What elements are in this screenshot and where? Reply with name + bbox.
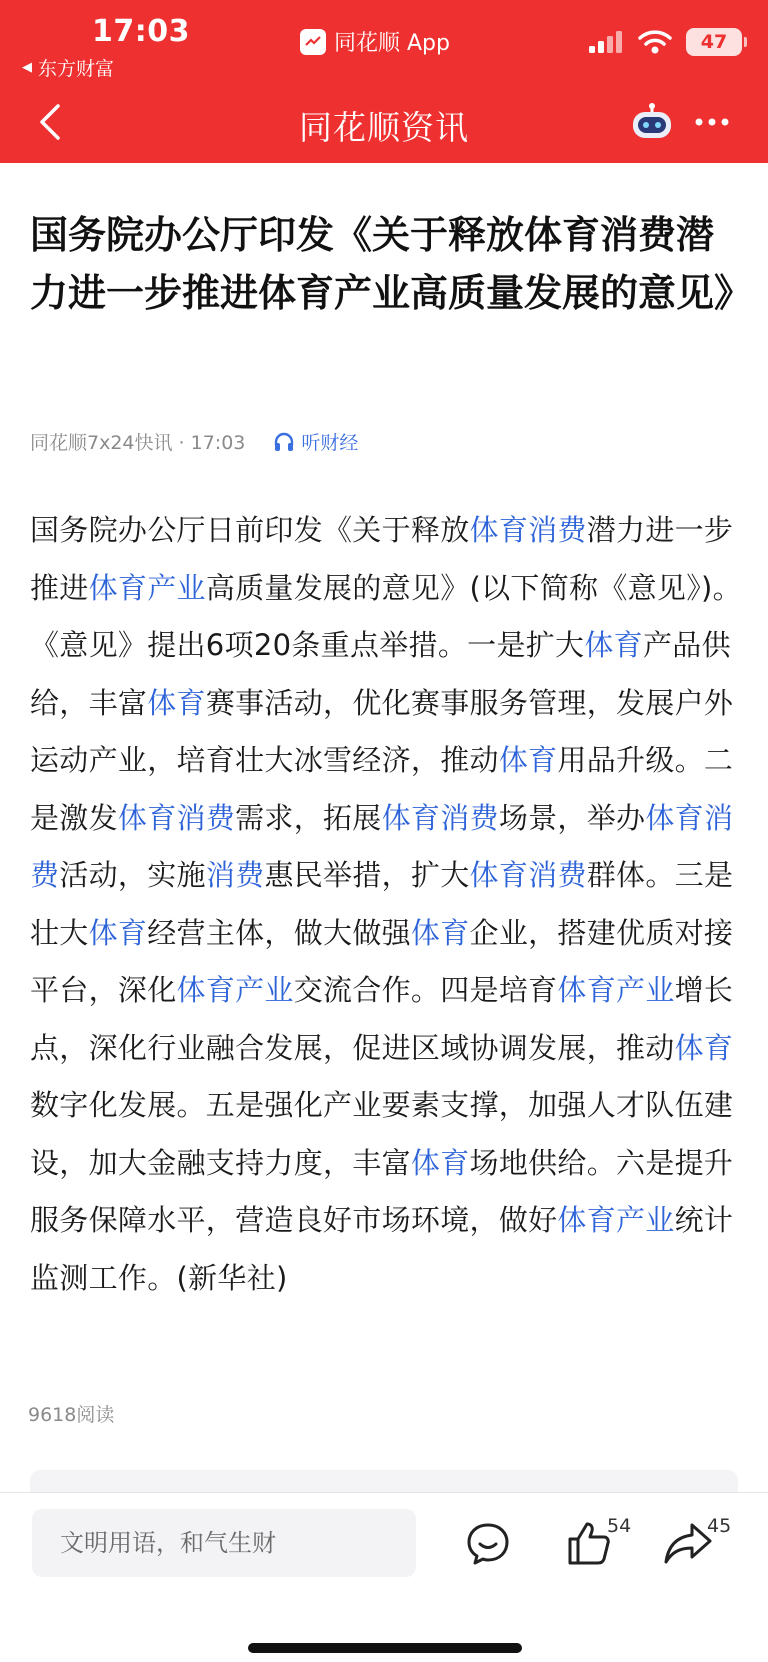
body-text-segment: 国务院办公厅日前印发《关于释放 — [30, 513, 470, 547]
keyword-link[interactable]: 体育产业 — [176, 973, 294, 1007]
keyword-link[interactable]: 体育产业 — [557, 973, 675, 1007]
status-time: 17:03 — [92, 14, 190, 49]
headphones-icon — [273, 431, 295, 453]
listen-button[interactable] — [273, 428, 358, 455]
body-text-segment: 企业，搭建优质对接平台，深化 — [30, 915, 734, 1007]
keyword-link[interactable]: 体育 — [498, 743, 558, 777]
keyword-link[interactable]: 体育 — [674, 1030, 734, 1065]
app-header — [0, 0, 768, 163]
keyword-link[interactable]: 体育 — [147, 685, 206, 720]
keyword-link[interactable]: 体育产业 — [88, 570, 206, 605]
body-text-segment: 经营主体，做大做强 — [147, 915, 411, 950]
article-title: 国务院办公厅印发《关于释放体育消费潜力进一步推进体育产业高质量发展的意见》 — [30, 213, 753, 315]
more-options-icon[interactable] — [692, 110, 732, 134]
keyword-link[interactable]: 体育产业 — [557, 1203, 675, 1237]
keyword-link[interactable]: 体育消费 — [381, 800, 499, 835]
body-text-segment: 数字化发展。五是强化产业要素支撑，加强人才队伍建设，加大金融支持力度，丰富 — [30, 1088, 734, 1180]
current-app-label: 同花顺 App — [334, 31, 450, 56]
article-body — [30, 502, 744, 1307]
share-count: 45 — [707, 1515, 732, 1537]
battery-indicator: 47 — [686, 28, 742, 56]
keyword-link[interactable]: 体育 — [88, 915, 148, 950]
body-text-segment: 活动，实施 — [59, 858, 206, 892]
body-text-segment: 场地供给。六是提升服务保障水平，营造良好市场环境，做好 — [30, 1145, 734, 1237]
body-text-segment: 赛事活动，优化赛事服务管理，发展户外运动产业，培育壮大冰雪经济，推动 — [30, 685, 734, 777]
back-to-app-link[interactable] — [22, 54, 114, 81]
comment-icon[interactable] — [460, 1515, 516, 1571]
read-count: 9618阅读 — [28, 1404, 115, 1426]
current-app-indicator — [300, 26, 450, 57]
body-text-segment: 增长点，深化行业融合发展，促进区域协调发展，推动 — [30, 973, 734, 1065]
robot-assistant-icon[interactable] — [630, 102, 674, 142]
body-text-segment: 群体。三是壮大 — [30, 858, 734, 950]
back-triangle-icon: ◀ — [22, 60, 32, 75]
keyword-link[interactable]: 消费 — [205, 858, 265, 892]
article-source: 同花顺7x24快讯 · 17:03 — [30, 432, 246, 454]
signal-icon — [588, 30, 624, 54]
body-text-segment: 需求，拓展 — [235, 800, 382, 835]
keyword-link[interactable]: 体育消费 — [469, 858, 587, 892]
like-count: 54 — [607, 1515, 632, 1537]
status-icons — [588, 28, 742, 56]
home-indicator — [248, 1643, 522, 1653]
keyword-link[interactable]: 体育 — [584, 628, 643, 662]
keyword-link[interactable]: 体育消费 — [469, 513, 587, 547]
back-app-label: 东方财富 — [38, 58, 115, 80]
keyword-link[interactable]: 体育 — [410, 915, 470, 950]
body-text-segment: 统计监测工作。(新华社) — [30, 1203, 734, 1295]
keyword-link[interactable]: 体育 — [410, 1145, 470, 1180]
page-title: 同花顺资讯 — [299, 108, 469, 147]
related-card — [30, 1470, 738, 1494]
wifi-icon — [638, 29, 672, 55]
keyword-link[interactable]: 体育消费 — [117, 800, 236, 835]
body-text-segment: 用品升级。二是激发 — [30, 743, 734, 835]
keyword-link[interactable]: 体育消费 — [30, 800, 734, 892]
body-text-segment: 交流合作。四是培育 — [293, 973, 558, 1007]
body-text-segment: 惠民举措，扩大 — [264, 858, 470, 892]
body-text-segment: 场景，举办 — [498, 800, 646, 835]
comment-input[interactable] — [32, 1509, 416, 1577]
article-meta — [30, 428, 358, 455]
body-text-segment: 产品供给，丰富 — [30, 628, 731, 720]
body-text-segment: 高质量发展的意见》(以下简称《意见》)。《意见》提出6项20条重点举措。一是扩大 — [30, 570, 742, 662]
listen-label: 听财经 — [301, 432, 359, 454]
app-logo-icon — [300, 29, 326, 55]
bottom-action-bar — [0, 1492, 768, 1662]
body-text-segment: 潜力进一步推进 — [30, 513, 734, 605]
